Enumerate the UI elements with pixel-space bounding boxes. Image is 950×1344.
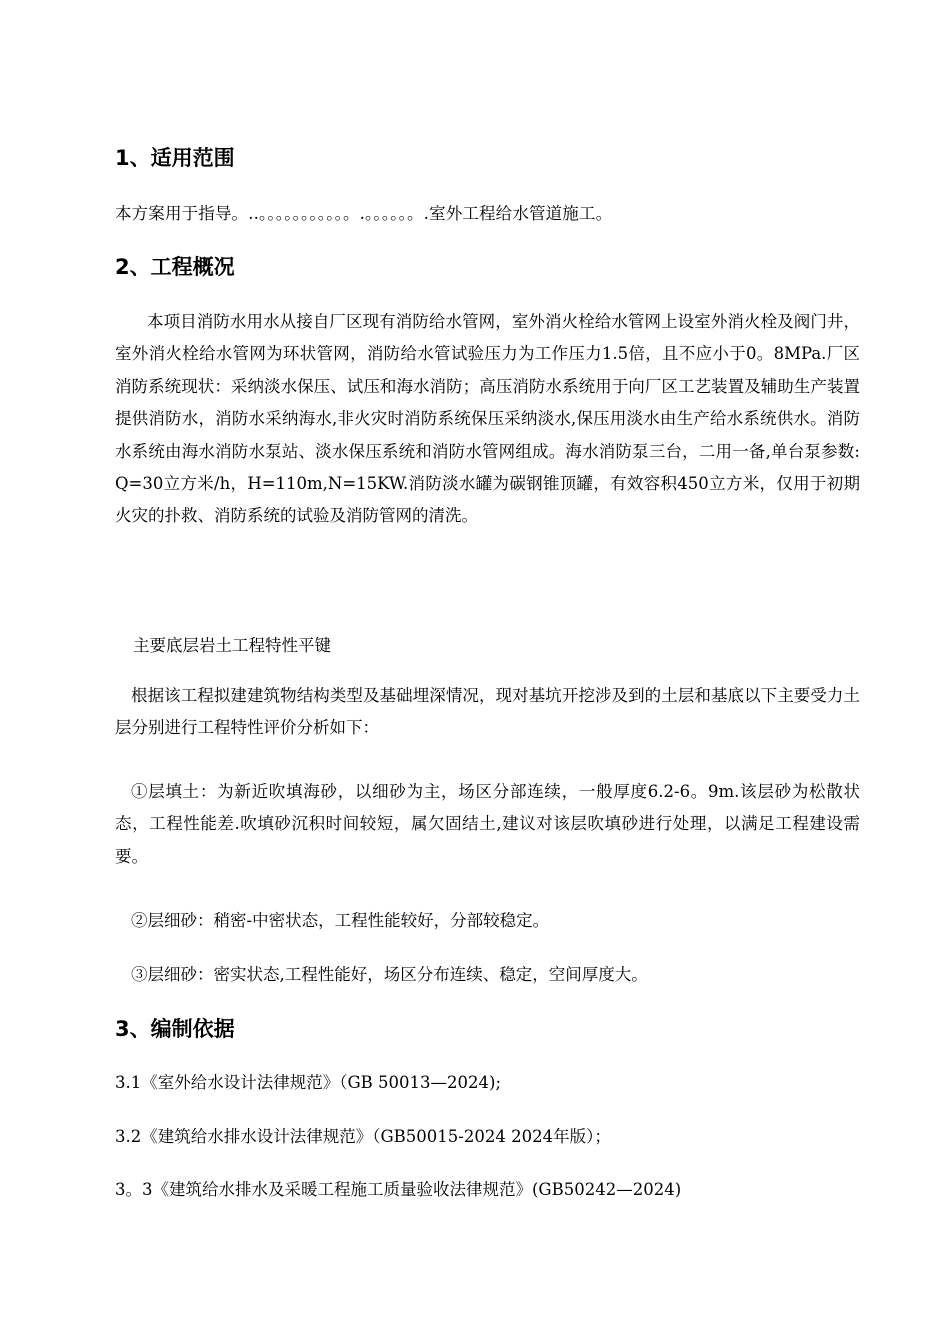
scope-text: 本方案用于指导。..。。。。。。。。。。。.。。。。。。.室外工程给水管道施工。 — [115, 204, 613, 223]
layer-1-paragraph: ①层填土：为新近吹填海砂，以细砂为主，场区分部连续，一般厚度6.2-6。9m.该层砂为松散状态，工程性能差.吹填砂沉积时间较短，属欠固结土,建议对该层吹填砂进行处理，以满足工程建设需要。 — [115, 782, 860, 866]
layer-3-paragraph: ③层细砂：密实状态,工程性能好，场区分布连续、稳定，空间厚度大。 — [131, 965, 648, 984]
section-heading-basis: 3、编制依据 — [115, 1017, 235, 1041]
geology-subtitle: 主要底层岩土工程特性平键 — [133, 636, 331, 655]
basis-item-1: 3.1《室外给水设计法律规范》（GB 50013—2024); — [115, 1073, 502, 1092]
section-heading-overview: 2、工程概况 — [115, 255, 235, 279]
layer-2-paragraph: ②层细砂：稍密-中密状态，工程性能较好，分部较稳定。 — [131, 911, 550, 930]
overview-paragraph: 本项目消防水用水从接自厂区现有消防给水管网，室外消火栓给水管网上设室外消火栓及阀门井，室外消火栓给水管网为环状管网，消防给水管试验压力为工作压力1.5倍，且不应小于0。8MPa.厂区消防系统现状：采纳淡水保压、试压和海水消防；高压消防水系统用于向厂区工艺装置及辅助生产装置提供消防水，消防水采纳海水,非火灾时消防系统保压采纳淡水,保压用淡水由生产给水系统供水。消防水系统由海水消防水泵站、淡水保压系统和消防水管网组成。海水消防泵三台，二用一备,单台泵参数:Q=30立方米/h，H=110m,N=15KW.消防淡水罐为碳钢锥顶罐，有效容积450立方米，仅用于初期火灾的扑救、消防系统的试验及消防管网的清洗。 — [115, 312, 860, 526]
basis-item-3: 3。3《建筑给水排水及采暖工程施工质量验收法律规范》(GB50242—2024) — [115, 1180, 682, 1199]
section-heading-scope: 1、适用范围 — [115, 146, 235, 170]
analysis-paragraph: 根据该工程拟建建筑物结构类型及基础埋深情况，现对基坑开挖涉及到的土层和基底以下主要受力土层分别进行工程特性评价分析如下： — [115, 686, 860, 738]
basis-item-2: 3.2《建筑给水排水设计法律规范》（GB50015-2024 2024年版）； — [115, 1127, 611, 1146]
